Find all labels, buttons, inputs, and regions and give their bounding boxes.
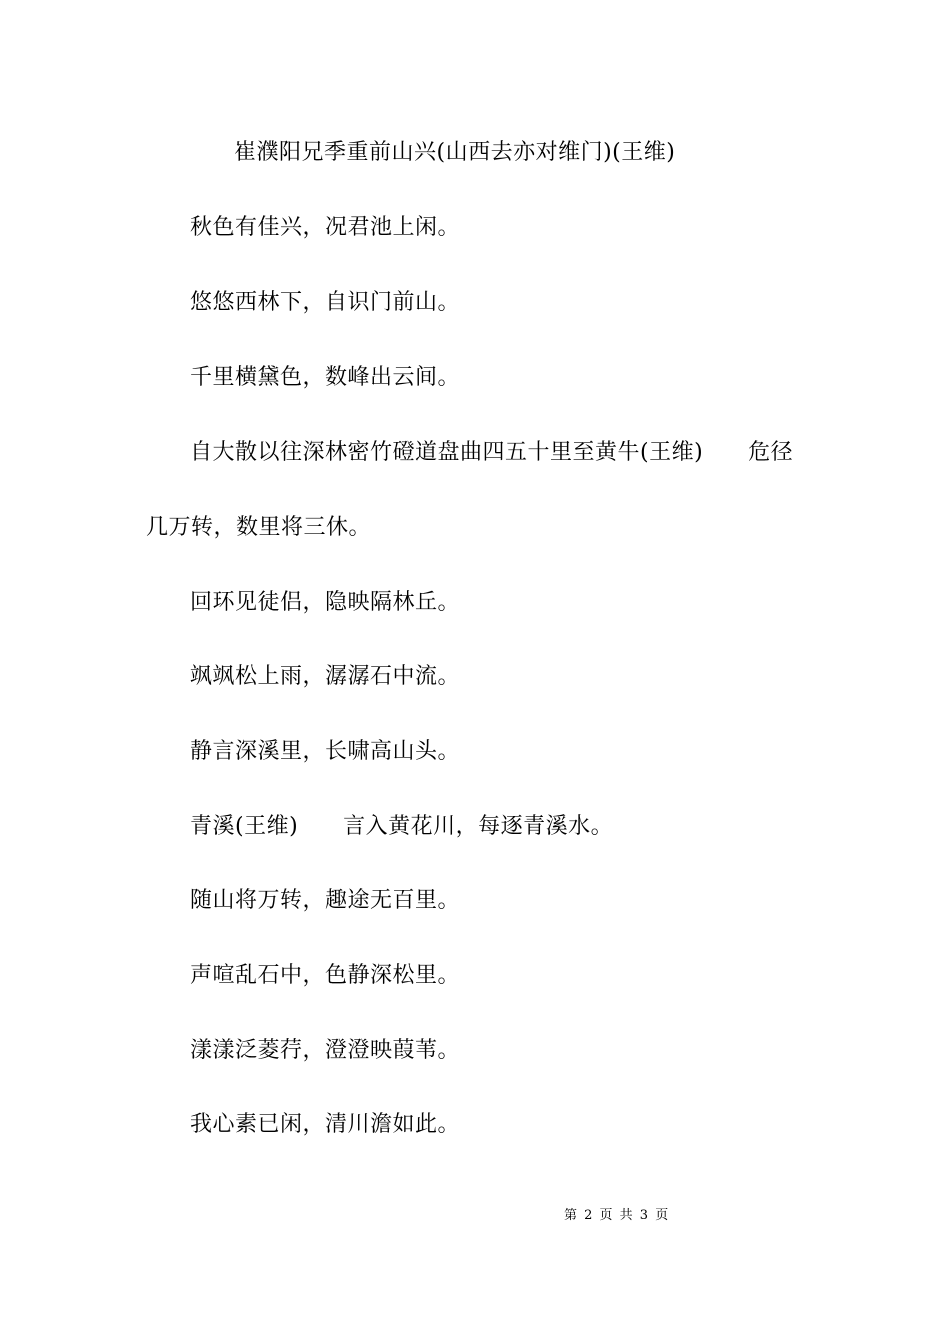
text-line: 静言深溪里，长啸高山头。 [190, 739, 461, 764]
text-line: 秋色有佳兴，况君池上闲。 [190, 215, 461, 240]
text-line: 飒飒松上雨，潺潺石中流。 [190, 664, 461, 689]
text-line: 青溪(王维) 言入黄花川，每逐青溪水。 [190, 814, 614, 839]
text-line: 自大散以往深林密竹磴道盘曲四五十里至黄牛(王维) 危径 [190, 440, 794, 465]
text-line: 几万转，数里将三休。 [146, 515, 372, 540]
text-line: 回环见徒侣，隐映隔林丘。 [190, 590, 461, 615]
page-number-footer: 第 2 页 共 3 页 [564, 1208, 669, 1223]
poem-title-line: 崔濮阳兄季重前山兴(山西去亦对维门)(王维) [234, 140, 676, 165]
text-line: 悠悠西林下，自识门前山。 [190, 290, 461, 315]
text-line: 声喧乱石中，色静深松里。 [190, 963, 461, 988]
text-line: 千里横黛色，数峰出云间。 [190, 365, 461, 390]
text-line: 随山将万转，趣途无百里。 [190, 888, 461, 913]
text-line: 我心素已闲，清川澹如此。 [190, 1112, 461, 1137]
text-line: 漾漾泛菱荇，澄澄映葭苇。 [190, 1038, 461, 1063]
